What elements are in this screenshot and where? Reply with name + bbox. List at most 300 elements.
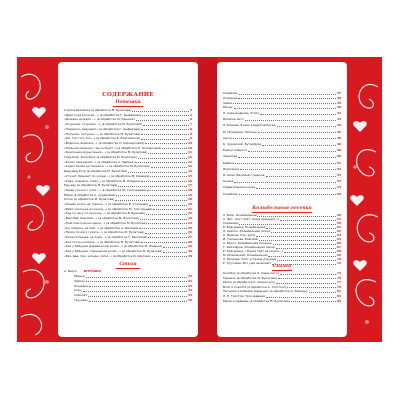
toc-entry-page: 50 (336, 149, 341, 153)
toc-entry (223, 118, 341, 121)
toc-entry (223, 174, 341, 177)
toc-entry (74, 280, 192, 283)
toc-entry-page: 34 (187, 289, 192, 293)
toc-entry-page: 51 (336, 161, 341, 165)
toc-entry-title: Зайчик (74, 279, 85, 283)
book-spread (17, 57, 382, 342)
toc-leader-dots (257, 214, 336, 217)
toc-entry-title: Мишка (74, 275, 85, 278)
toc-entry-title: Волк и козлята (в обработке А. Толстого) (223, 285, 287, 289)
toc-entry-title: «Огуречик, огуречик…» (в обработке М. Булатова) (64, 123, 142, 127)
toc-entry-page: 62 (336, 230, 341, 233)
toc-entry (223, 246, 341, 249)
toc-entry-page: 18 (187, 188, 192, 192)
toc-entry-title: Бебека (223, 161, 234, 165)
toc-entry-title: Кораблик (223, 92, 238, 95)
right-page (217, 62, 347, 337)
toc-entry (64, 175, 192, 178)
toc-entry-title: Е. Благинина. Колыбельная (223, 226, 266, 229)
toc-entry (223, 186, 341, 189)
toc-entry-title: М. Пожарова. Пятачок (223, 130, 258, 134)
toc-leader-dots (149, 203, 187, 206)
toc-entry (74, 285, 192, 288)
toc-entry (223, 218, 341, 221)
toc-entry (64, 194, 192, 197)
toc-leader-dots (266, 226, 336, 229)
toc-entry-page: 25 (187, 226, 192, 230)
toc-leader-dots (245, 118, 336, 121)
toc-entry (64, 142, 192, 145)
toc-entry-title: А. Фет. «Кот поёт, глаза прищуря…» (223, 218, 280, 221)
toc-entry-title: «Сидит белка на тележке…» (в обработке М. Булатова) (64, 165, 150, 169)
toc-entry-title: Е. Трутнева. Вот уже засыпают (223, 262, 271, 265)
toc-entry-page: 13 (187, 165, 192, 169)
toc-entry-title: Маша (в обработке А. Худяковой) (64, 193, 116, 197)
toc-entry-title: Закаляка (223, 155, 238, 159)
toc-entry-page: 41 (336, 112, 341, 115)
toc-entry-title: Э. Александрова. Утята (223, 112, 260, 115)
toc-entry (64, 198, 192, 201)
toc-entry-title: Удивительная кошка (223, 186, 256, 190)
toc-leader-dots (163, 250, 187, 253)
toc-entry-page: 44 (336, 118, 341, 122)
toc-entry (223, 214, 341, 217)
toc-entry (223, 124, 341, 127)
toc-leader-dots (291, 300, 336, 303)
toc-entry-title: Колобок (в обработке К. Ушинского) (223, 272, 279, 275)
book-spine (198, 57, 217, 342)
toc-entry-page: 64 (336, 234, 341, 237)
toc-entry-page: 9 (189, 132, 192, 136)
toc-entry-page: 85 (336, 299, 341, 303)
toc-entry (64, 227, 192, 230)
toc-entry-title: «Баю-бай, баю-бай…» (в обработке М. Булатова) (64, 217, 139, 221)
toc-entry (64, 222, 192, 225)
section-underline (272, 270, 292, 271)
toc-leader-dots (278, 277, 336, 280)
section-underline (113, 106, 143, 107)
toc-entry (64, 180, 192, 183)
toc-entry-title: Серенада (223, 222, 238, 225)
toc-entry-title: Грузовик (74, 299, 88, 302)
toc-leader-dots (128, 170, 187, 173)
toc-entry (64, 147, 192, 150)
toc-entry-page: 55 (336, 192, 341, 196)
toc-entry (74, 289, 192, 292)
toc-entry-page: 33 (187, 284, 192, 288)
toc-entry-title: Тили-бом! Тили-бом! (в обработке М. Булатова) (64, 156, 137, 159)
toc-entry-title: «Как у бабушки старенький козёл…» (в обработке М. Булатова) (64, 250, 163, 253)
toc-leader-dots (148, 236, 187, 239)
toc-entry (64, 133, 192, 136)
toc-entry-page: 15 (187, 174, 192, 178)
toc-entry-page: 6 (189, 118, 192, 122)
toc-entry-page: 69 (336, 254, 341, 257)
toc-entry-title: «Стучит, бренчит по улице…» (в обработке М. Кашина) (64, 174, 150, 178)
toc-entry-title: «Как по лесу по лесочку…» (в обработке В. Брехова) (64, 212, 146, 216)
toc-entry-title: «Киса-котенька, не ходи…» (в обработке Т. Бахтиной) (64, 235, 148, 239)
toc-leader-dots (153, 208, 187, 211)
toc-leader-dots (259, 238, 336, 241)
toc-leader-dots (276, 281, 336, 284)
toc-leader-dots (240, 168, 336, 171)
toc-entry-page: 59 (336, 222, 341, 225)
toc-entry-title: «Киисонька-мурысонька…» (в обработке М. Булатова) (64, 151, 148, 155)
toc-entry-page: 49 (336, 143, 341, 146)
toc-leader-dots (140, 217, 187, 220)
toc-leader-dots (141, 133, 189, 136)
toc-entry-page: 26 (187, 231, 192, 235)
toc-leader-dots (115, 198, 187, 201)
toc-entry-title: Я. Бжехва. Я весь раздетый бегаю (223, 124, 276, 128)
toc-entry-title: Дедушка Егор (в обработке М. Булатова) (64, 170, 127, 174)
toc-entry-page: 34 (187, 294, 192, 298)
toc-entry (64, 236, 192, 239)
toc-entry-title: «Пою-пою-пою-ночушки…» (в обработке М. Булатова) (64, 221, 147, 225)
toc-entry-page: 83 (336, 295, 341, 298)
toc-entry-page: 45 (336, 124, 341, 128)
toc-entry-title: Маша и медведь (в обработке М. Булатова) (223, 299, 290, 303)
toc-entry-page: 8 (189, 127, 192, 131)
toc-entry-page: 61 (336, 226, 341, 229)
toc-entry (223, 234, 341, 237)
toc-entry (223, 143, 341, 146)
toc-entry-title: Репка (в обработке К. Ушинского) (223, 281, 276, 285)
toc-entry-page: 54 (336, 180, 341, 184)
toc-entry-page: 75 (336, 276, 341, 280)
toc-entry (223, 272, 341, 275)
toc-leader-dots (234, 180, 336, 183)
toc-leader-dots (151, 165, 187, 168)
toc-leader-dots (280, 272, 336, 275)
toc-entry (223, 258, 341, 261)
toc-entry (223, 290, 341, 293)
toc-entry-title: Зайка (223, 101, 233, 105)
section-title-lullabies: Колыбельные песенки (252, 206, 312, 211)
toc-entry-page: 53 (336, 174, 341, 177)
section-underline (116, 268, 140, 269)
toc-entry-page: 46 (336, 130, 341, 134)
toc-entry (64, 203, 192, 206)
toc-leader-dots (139, 227, 187, 230)
toc-entry-title: А. Майков. Спи, дитя (223, 234, 255, 237)
toc-entry-title: «Водичка, водичка…» (в обработке Н. Карнауховой) (64, 141, 145, 145)
toc-entry-page: 72 (336, 262, 341, 265)
toc-entry (64, 170, 192, 173)
toc-entry-title: «Идёт коза рогатая…» (в обработке Г. Цыферова) (64, 113, 141, 117)
toc-leader-dots (233, 137, 336, 140)
toc-leader-dots (238, 155, 336, 158)
toc-leader-dots (88, 294, 187, 297)
toc-leader-dots (89, 285, 187, 288)
toc-entry-title: Теремок (в обработке М. Булатова) (223, 276, 278, 280)
toc-entry-page: 19 (187, 198, 192, 202)
toc-entry-page: 77 (336, 281, 341, 285)
toc-leader-dots (280, 218, 336, 221)
toc-leader-dots (118, 184, 187, 187)
toc-entry-page: 14 (187, 170, 192, 174)
toc-entry-title: Слон (74, 289, 82, 293)
toc-entry-page: 23 (187, 217, 192, 221)
toc-entry (64, 208, 192, 211)
section-title-skazki: Сказки (272, 264, 292, 269)
toc-entry-title: «Пальчик-мальчик, где ты был?..» (в обработке Н. Колпаковой) (64, 146, 162, 150)
toc-leader-dots (271, 230, 336, 233)
toc-leader-dots (268, 254, 336, 257)
toc-leader-dots (234, 106, 336, 109)
toc-entry (64, 151, 192, 154)
toc-leader-dots (233, 102, 336, 105)
toc-entry-title: Лошадка (74, 284, 88, 288)
toc-entry-page: 29 (187, 245, 192, 249)
toc-leader-dots (143, 123, 189, 126)
toc-leader-dots (287, 286, 336, 289)
toc-entry-page: 66 (336, 242, 341, 245)
toc-entry-page: 81 (336, 290, 341, 294)
toc-entry (64, 156, 192, 159)
toc-entry-title: Л. Квитко. Колыбельная песня (223, 230, 270, 233)
toc-entry-page: 11 (187, 151, 192, 155)
toc-entry-page: 22 (187, 212, 192, 216)
toc-entry-page: 16 (187, 179, 192, 183)
toc-entry (64, 128, 192, 131)
toc-entry (64, 118, 192, 121)
toc-entry (74, 275, 192, 278)
toc-entry-page: 9 (189, 137, 192, 141)
toc-entry-title: Кошка (223, 180, 233, 184)
toc-entry-title: Т. Белозёров. Колыбельная песня (223, 246, 275, 249)
toc-entry-title: «Наши уточки с утра…» (в обработке Ю. Григорьева) (64, 188, 146, 192)
toc-entry (64, 109, 192, 112)
toc-leader-dots (141, 241, 187, 244)
toc-leader-dots (152, 255, 187, 258)
toc-entry-page: 30 (187, 250, 192, 253)
toc-entry (223, 193, 341, 196)
toc-entry-title: Л. Н. Толстой. Три медведя (223, 295, 265, 298)
toc-entry (223, 97, 341, 100)
toc-entry-title: «Сова, совушка, сова!..» (в обработке М. Кашина) (64, 179, 141, 183)
toc-entry-title: «Пошёл котик на торжок…» (в обработке В. Стоянова) (64, 203, 149, 206)
toc-entry (223, 300, 341, 303)
toc-entry-page: 73 (336, 272, 341, 275)
toc-entry (223, 281, 341, 284)
toc-entry-page: 67 (336, 246, 341, 249)
toc-entry-page: 54 (336, 186, 341, 190)
toc-entry (223, 162, 341, 165)
toc-entry (64, 245, 192, 248)
toc-entry (64, 165, 192, 168)
toc-entry (223, 250, 341, 253)
toc-entry (64, 161, 192, 164)
toc-entry-title: «Котик серенький…» (в обработке А. Зыбина) (64, 160, 135, 164)
toc-entry-title: М. Исаковский. Колыбельная (223, 254, 268, 257)
toc-entry (74, 299, 192, 302)
heart-ornament (32, 107, 46, 118)
toc-leader-dots (83, 289, 187, 292)
toc-leader-dots (136, 118, 189, 121)
toc-leader-dots (258, 131, 336, 134)
toc-entry-page: 38 (336, 96, 341, 100)
toc-entry (223, 106, 341, 109)
toc-entry (223, 295, 341, 298)
toc-leader-dots (284, 250, 336, 253)
toc-leader-dots (142, 114, 189, 117)
toc-entry (64, 123, 192, 126)
toc-leader-dots (273, 242, 336, 245)
toc-leader-dots (276, 246, 336, 249)
toc-entry-page: 57 (336, 218, 341, 221)
toc-entry (223, 149, 341, 152)
toc-entry-title: «Раз, два, три, четыре, пять!..» (в обработке И. Шипова) (64, 254, 151, 258)
toc-entry-page: 40 (336, 106, 341, 110)
toc-entry-title: «Пёсик по лесу гулять…» (в обработке М. Булатова) (64, 231, 145, 235)
toc-leader-dots (145, 231, 187, 234)
toc-entry-title: К. Чуковский. Бутерброд (223, 143, 262, 146)
toc-entry-title: Аисты (223, 136, 233, 140)
toc-entry-page: 17 (187, 184, 192, 188)
toc-leader-dots (89, 299, 187, 302)
left-page (58, 62, 198, 337)
author-line (64, 270, 101, 273)
toc-entry-page: 4 (189, 113, 192, 117)
toc-entry (64, 137, 192, 140)
toc-entry-title: Еду-еду (в обработке М. Булатова) (64, 184, 118, 188)
toc-entry-title: Котик (в обработке М. Булатова) (64, 198, 115, 202)
toc-leader-dots (162, 147, 187, 150)
toc-entry-page: 56 (336, 214, 341, 217)
toc-entry-title: Я. Аким. Весёлый стариков (223, 174, 265, 177)
toc-entry-title: Самолёт (74, 294, 88, 298)
toc-entry (223, 286, 341, 289)
toc-entry-page: 28 (187, 240, 192, 244)
toc-entry-title: Мячик (223, 106, 233, 110)
toc-entry-title: «Дождик-дождик…» (в обработке М. Кашина) (64, 118, 135, 122)
toc-entry-title: Козлёнок (223, 96, 238, 100)
toc-entry-page: 32 (187, 275, 192, 278)
toc-entry (223, 254, 341, 257)
toc-leader-dots (277, 258, 336, 261)
toc-leader-dots (86, 275, 187, 278)
toc-entry-title: А. Барто. Колыбельная песенка (223, 242, 272, 245)
toc-entry-page: 19 (187, 193, 192, 197)
toc-entry-page: 30 (187, 254, 192, 258)
toc-entry (64, 231, 192, 234)
toc-entry-page: 39 (336, 101, 341, 105)
toc-leader-dots (238, 97, 336, 100)
toc-entry (64, 255, 192, 258)
toc-entry (223, 230, 341, 233)
toc-title: СОДЕРЖАНИЕ (102, 92, 154, 98)
toc-entry-page: 4 (189, 109, 192, 112)
toc-leader-dots (146, 212, 187, 215)
toc-leader-dots (163, 245, 187, 248)
toc-entry-page: 24 (187, 221, 192, 225)
author-group: ИГРУШКИ (83, 269, 101, 273)
toc-leader-dots (147, 189, 187, 192)
toc-entry-title: «Петушок, петушок…» (в обработке М. Булатова) (64, 132, 141, 136)
toc-entry-page: 10 (187, 141, 192, 145)
toc-leader-dots (135, 161, 187, 164)
toc-entry-title: З. Петрова. Спят усталые игрушки (223, 258, 277, 261)
toc-entry (223, 180, 341, 183)
toc-entry (64, 189, 192, 192)
toc-entry-page: 27 (187, 235, 192, 239)
toc-entry (64, 212, 192, 215)
toc-entry-page: 50 (336, 155, 341, 159)
toc-entry-page: 7 (189, 123, 192, 127)
toc-entry-title: Поросёнок (223, 167, 240, 171)
toc-leader-dots (256, 186, 336, 189)
toc-entry-title: «Ой, топ-топ, топ…» (в обработке Е. Благининой) (64, 137, 140, 141)
toc-leader-dots (150, 175, 187, 178)
section-title-poteshki: Потешки (115, 100, 141, 105)
toc-entry-page: 32 (187, 279, 192, 283)
toc-entry (223, 131, 341, 134)
toc-entry-title: Кораблик (223, 192, 238, 196)
toc-leader-dots (239, 92, 336, 95)
toc-leader-dots (86, 280, 187, 283)
toc-leader-dots (132, 109, 189, 112)
toc-leader-dots (277, 124, 336, 127)
toc-entry-title: И. Токмакова. Баю-бай (223, 238, 258, 241)
toc-entry (64, 241, 192, 244)
toc-leader-dots (138, 156, 187, 159)
toc-entry (223, 222, 341, 225)
toc-entry-page: 79 (336, 285, 341, 289)
toc-entry-page: 48 (336, 136, 341, 140)
toc-entry (74, 294, 192, 297)
toc-entry-page: 20 (187, 203, 192, 206)
toc-entry-title: А. Блок. Колыбельная (223, 214, 257, 217)
author-name: А. Барто (64, 269, 77, 273)
toc-entry (223, 226, 341, 229)
toc-entry (64, 184, 192, 187)
toc-leader-dots (116, 194, 187, 197)
toc-entry-title: Ёжики смеются (223, 149, 247, 153)
section-underline (252, 212, 312, 213)
toc-entry-page: 68 (336, 250, 341, 253)
toc-entry-title: Е. Благинина. «Пчела поёт за окном…» (223, 250, 284, 253)
toc-leader-dots (248, 149, 336, 152)
section-title-stihi: Стихи (119, 262, 137, 267)
toc-entry (64, 250, 192, 253)
toc-leader-dots (239, 193, 336, 196)
toc-leader-dots (141, 180, 187, 183)
toc-entry-page: 10 (187, 146, 192, 150)
toc-entry-page: 12 (187, 160, 192, 164)
toc-leader-dots (262, 143, 336, 146)
toc-entry (223, 102, 341, 105)
toc-entry-title: Петушок и бобовое зёрнышко (в обработке О. Капицы) (223, 290, 308, 294)
toc-entry (223, 242, 341, 245)
toc-entry (223, 92, 341, 95)
toc-entry-title: «Ты собачка, не лай…» (в обработке А. Шипова) (64, 226, 139, 230)
toc-entry-page: 36 (187, 299, 192, 302)
toc-leader-dots (260, 112, 336, 115)
toc-entry (223, 155, 341, 158)
toc-entry-title: «Ладушки, ладушки!» (в обработке Г. Цыферова) (64, 127, 141, 131)
toc-leader-dots (145, 142, 187, 145)
toc-entry-title: «Идёт кисонька из кухни…» (в обработке Ю. Григорьева) (64, 207, 153, 211)
toc-entry-page: 70 (336, 258, 341, 261)
toc-leader-dots (266, 295, 336, 298)
toc-entry-page: 21 (187, 207, 192, 211)
toc-entry-title: Весёлое лето (223, 118, 244, 122)
toc-leader-dots (148, 222, 187, 225)
toc-entry-title: Сорока-белобока (в обработке М. Булатова) (64, 109, 132, 112)
toc-entry-page: 37 (336, 92, 341, 95)
toc-entry-title: «Кот-коток-котенок…» (в обработке М. Булатова) (64, 240, 141, 244)
